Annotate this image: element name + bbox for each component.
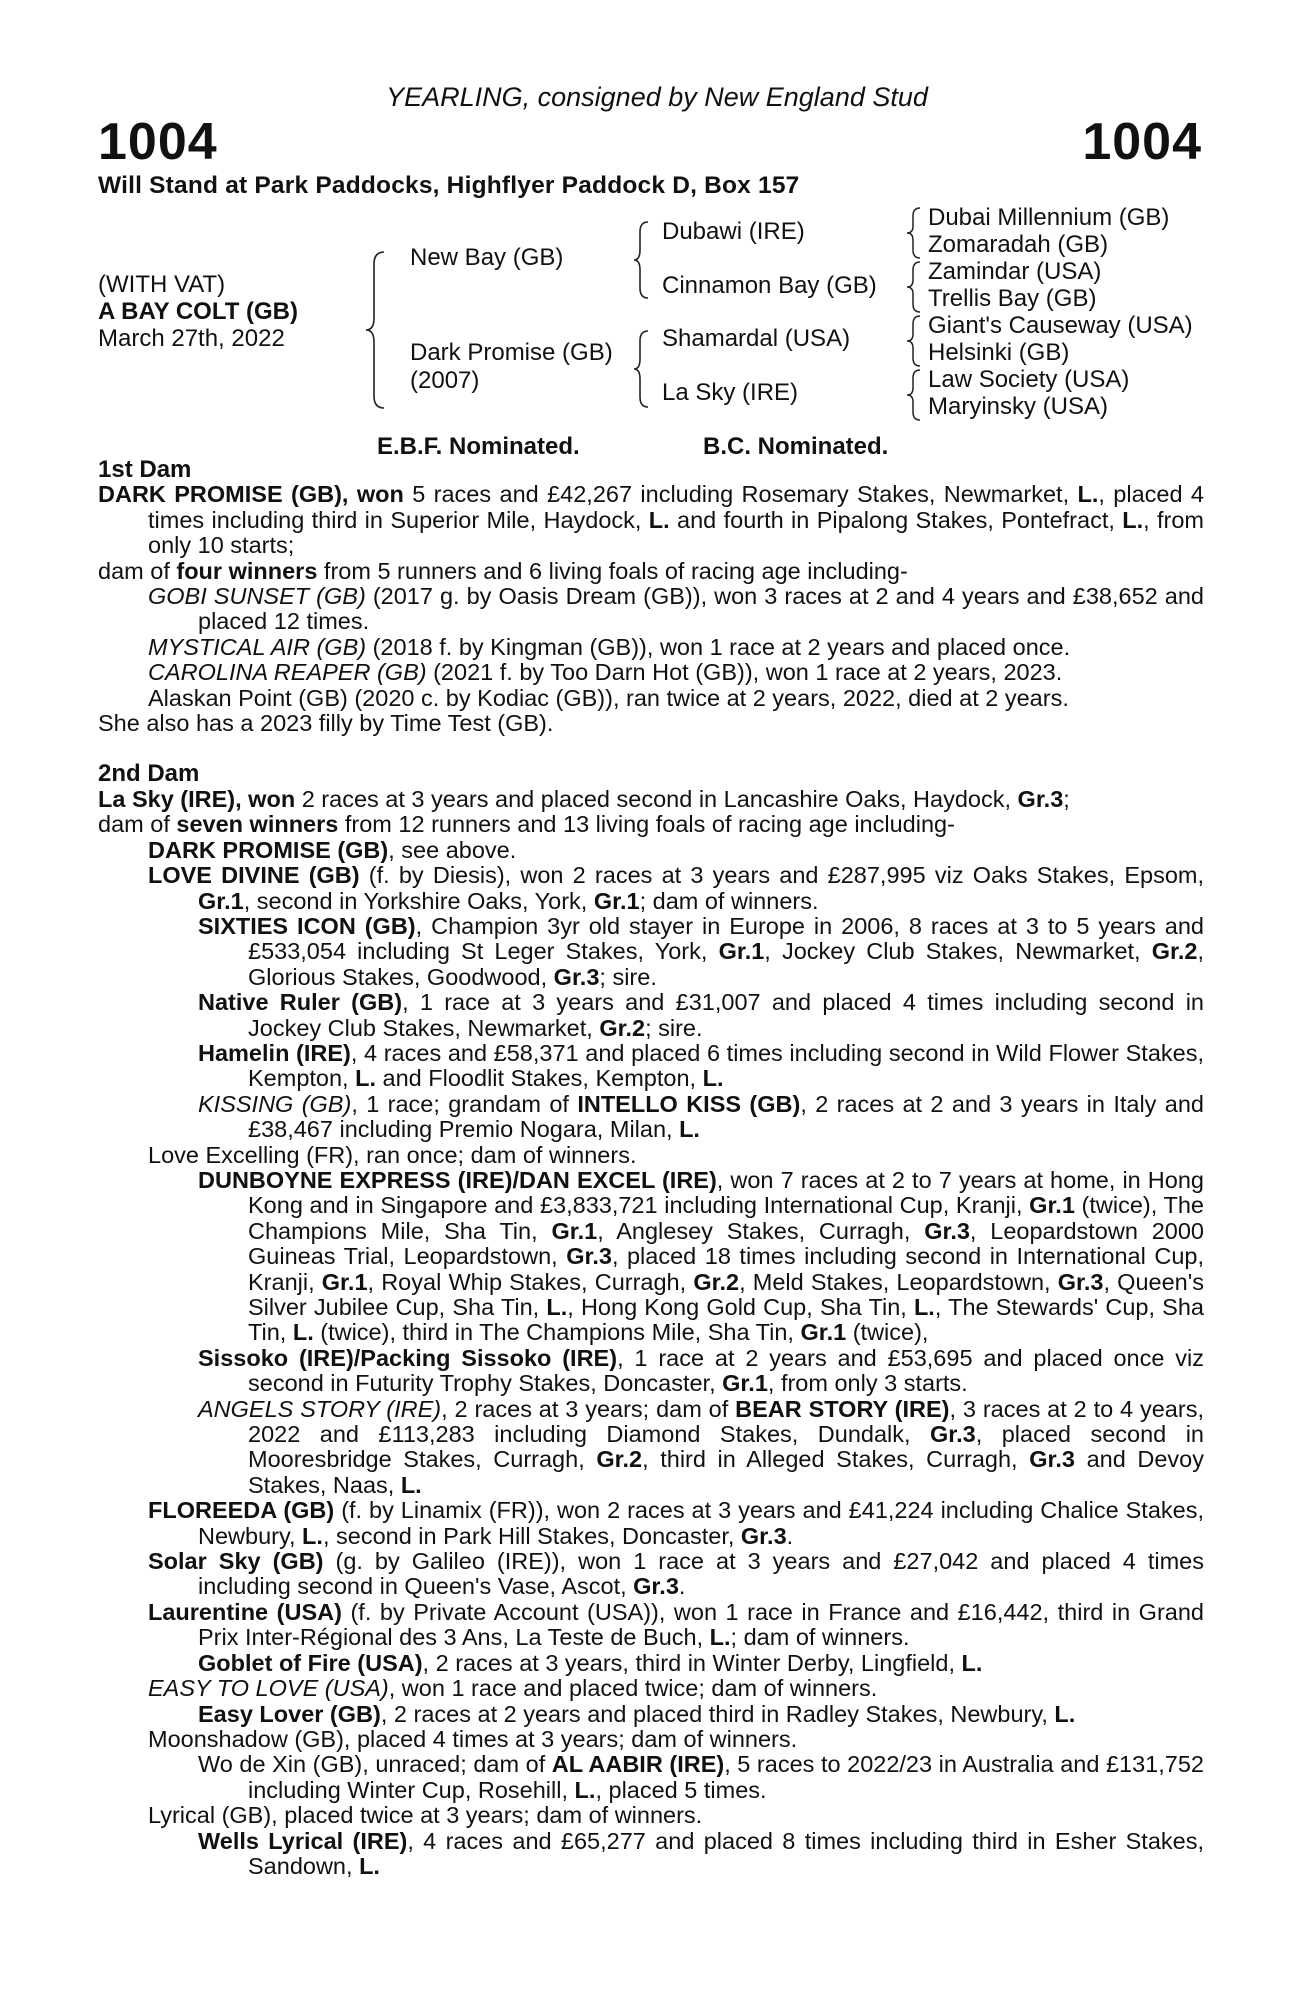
sire: New Bay (GB) — [410, 244, 564, 271]
foaling-date: March 27th, 2022 — [98, 325, 285, 352]
gen3-brace-2 — [904, 258, 926, 316]
sire-sire: Dubawi (IRE) — [662, 218, 805, 245]
vat-note: (WITH VAT) — [98, 271, 226, 298]
list-item: KISSING (GB), 1 race; grandam of INTELLO KISS (GB), 2 races at 2 and 3 years in Italy and £38,467 including Premio Nogara, Milan, L. — [198, 1090, 1205, 1143]
second-dam-heading: 2nd Dam — [98, 760, 200, 788]
list-item: MYSTICAL AIR (GB) (2018 f. by Kingman (GB)), won 1 race at 2 years and placed once. — [148, 633, 1071, 660]
consignment-line: YEARLING, consigned by New England Stud — [386, 82, 928, 112]
lot-number-left: 1004 — [98, 113, 218, 171]
list-item: Moonshadow (GB), placed 4 times at 3 years; dam of winners. — [148, 1725, 798, 1752]
list-item: Love Excelling (FR), ran once; dam of winners. — [148, 1141, 637, 1168]
list-item: LOVE DIVINE (GB) (f. by Diesis), won 2 races at 3 years and £287,995 viz Oaks Stakes, Epsom, Gr.1, second in Yorkshire Oaks, York, Gr.1; dam of winners. — [148, 862, 1204, 914]
main-brace — [362, 248, 392, 413]
list-item: SIXTIES ICON (GB), Champion 3yr old stayer in Europe in 2006, 8 races at 3 to 5 years and £533,054 including St Leger Stakes, York, Gr.1, Jockey Club Stakes, Newmarket, Gr.2, Glorious Stakes, Goodwood, Gr.3; sire. — [198, 912, 1204, 990]
sire-dam: Cinnamon Bay (GB) — [662, 272, 877, 299]
gen3-7: Law Society (USA) — [928, 366, 1130, 393]
dam-year: (2007) — [410, 367, 480, 394]
stand-location: Will Stand at Park Paddocks, Highflyer Paddock D, Box 157 — [98, 172, 800, 199]
list-item: FLOREEDA (GB) (f. by Linamix (FR)), won 2 races at 3 years and £41,224 including Chalice Stakes, Newbury, L., second in Park Hill Stakes, Doncaster, Gr.3. — [148, 1497, 1204, 1549]
first-dam-note: She also has a 2023 filly by Time Test (GB). — [98, 710, 554, 737]
sire-brace — [630, 218, 654, 303]
dam-brace — [630, 327, 654, 412]
gen3-6: Helsinki (GB) — [928, 339, 1070, 366]
list-item: Solar Sky (GB) (g. by Galileo (IRE)), won 1 race at 3 years and £27,042 and placed 4 times including second in Queen's Vase, Ascot, Gr.3. — [148, 1548, 1204, 1600]
gen3-3: Zamindar (USA) — [928, 258, 1102, 285]
list-item: Wo de Xin (GB), unraced; dam of AL AABIR (IRE), 5 races to 2022/23 in Australia and £131,752 including Winter Cup, Rosehill, L., placed 5 times. — [198, 1751, 1204, 1803]
first-dam-heading: 1st Dam — [98, 456, 192, 483]
gen3-brace-3 — [904, 312, 926, 370]
gen3-brace-4 — [904, 366, 926, 424]
list-item: ANGELS STORY (IRE), 2 races at 3 years; dam of BEAR STORY (IRE), 3 races at 2 to 4 years, 2022 and £113,283 including Diamond Stakes, Dundalk, Gr.3, placed second in Mooresbridge Stakes, Curragh, Gr.2, third in Alleged Stakes, Curragh, Gr.3 and Devoy Stakes, Naas, L. — [198, 1395, 1205, 1498]
list-item: Lyrical (GB), placed twice at 3 years; dam of winners. — [148, 1802, 703, 1829]
dam: Dark Promise (GB) — [410, 339, 613, 366]
list-item: Alaskan Point (GB) (2020 c. by Kodiac (GB)), ran twice at 2 years, 2022, died at 2 years. — [148, 684, 1069, 711]
lot-number-right: 1004 — [1082, 113, 1202, 171]
dam-dam: La Sky (IRE) — [662, 379, 799, 406]
second-dam-record: La Sky (IRE), won 2 races at 3 years and placed second in Lancashire Oaks, Haydock, Gr.3; — [98, 785, 1070, 812]
list-item: Native Ruler (GB), 1 race at 3 years and £31,007 and placed 4 times including second in Jockey Club Stakes, Newmarket, Gr.2; sire. — [198, 989, 1204, 1041]
gen3-5: Giant's Causeway (USA) — [928, 312, 1193, 339]
list-item: GOBI SUNSET (GB) (2017 g. by Oasis Dream (GB)), won 3 races at 2 and 4 years and £38,652 and placed 12 times. — [148, 583, 1204, 635]
list-item: Hamelin (IRE), 4 races and £58,371 and placed 6 times including second in Wild Flower Stakes, Kempton, L. and Floodlit Stakes, Kempton, L. — [198, 1039, 1204, 1092]
gen3-brace-1 — [904, 204, 926, 262]
first-dam-produce: dam of four winners from 5 runners and 6 living foals of racing age including- — [98, 557, 908, 584]
second-dam-produce: dam of seven winners from 12 runners and 13 living foals of racing age including- — [98, 811, 955, 838]
horse-name: A BAY COLT (GB) — [98, 298, 299, 325]
list-item: Sissoko (IRE)/Packing Sissoko (IRE), 1 race at 2 years and £53,695 and placed once viz second in Futurity Trophy Stakes, Doncaster, Gr.1, from only 3 starts. — [198, 1344, 1204, 1397]
list-item: Easy Lover (GB), 2 races at 2 years and placed third in Radley Stakes, Newbury, L. — [198, 1700, 1076, 1727]
gen3-4: Trellis Bay (GB) — [928, 285, 1097, 312]
list-item: CAROLINA REAPER (GB) (2021 f. by Too Darn Hot (GB)), won 1 race at 2 years, 2023. — [148, 659, 1063, 686]
dam-sire: Shamardal (USA) — [662, 325, 851, 352]
bc-nomination: B.C. Nominated. — [703, 433, 889, 460]
first-dam-record: DARK PROMISE (GB), won 5 races and £42,267 including Rosemary Stakes, Newmarket, L., placed 4 times including third in Superior Mile, Haydock, L. and fourth in Pipalong Stakes, Pontefract, L., from only 10 starts; — [98, 481, 1205, 559]
list-item: DUNBOYNE EXPRESS (IRE)/DAN EXCEL (IRE), won 7 races at 2 to 7 years at home, in Hong Kong and in Singapore and £3,833,721 including International Cup, Kranji, Gr.1 (twice), The Champions Mile, Sha Tin, Gr.1, Anglesey Stakes, Curragh, Gr.3, Leopardstown 2000 Guineas Trial, Leopardstown, Gr.3, placed 18 times including second in International Cup, Kranji, Gr.1, Royal Whip Stakes, Curragh, Gr.2, Meld Stakes, Leopardstown, Gr.3, Queen's Silver Jubilee Cup, Sha Tin, L., Hong Kong Gold Cup, Sha Tin, L., The Stewards' Cup, Sha Tin, L. (twice), third in The Champions Mile, Sha Tin, Gr.1 (twice), — [198, 1166, 1205, 1346]
list-item: DARK PROMISE (GB), see above. — [148, 836, 517, 863]
dam-section — [98, 457, 1204, 1879]
gen3-2: Zomaradah (GB) — [928, 231, 1109, 258]
list-item: Wells Lyrical (IRE), 4 races and £65,277 and placed 8 times including third in Esher Stakes, Sandown, L. — [198, 1827, 1204, 1879]
list-item: EASY TO LOVE (USA), won 1 race and placed twice; dam of winners. — [148, 1675, 878, 1702]
list-item: Goblet of Fire (USA), 2 races at 3 years, third in Winter Derby, Lingfield, L. — [198, 1649, 983, 1676]
list-item: Laurentine (USA) (f. by Private Account (USA)), won 1 race in France and £16,442, third in Grand Prix Inter-Régional des 3 Ans, La Teste de Buch, L.; dam of winners. — [148, 1598, 1204, 1651]
gen3-8: Maryinsky (USA) — [928, 393, 1109, 420]
gen3-1: Dubai Millennium (GB) — [928, 204, 1170, 231]
ebf-nomination: E.B.F. Nominated. — [377, 433, 580, 460]
